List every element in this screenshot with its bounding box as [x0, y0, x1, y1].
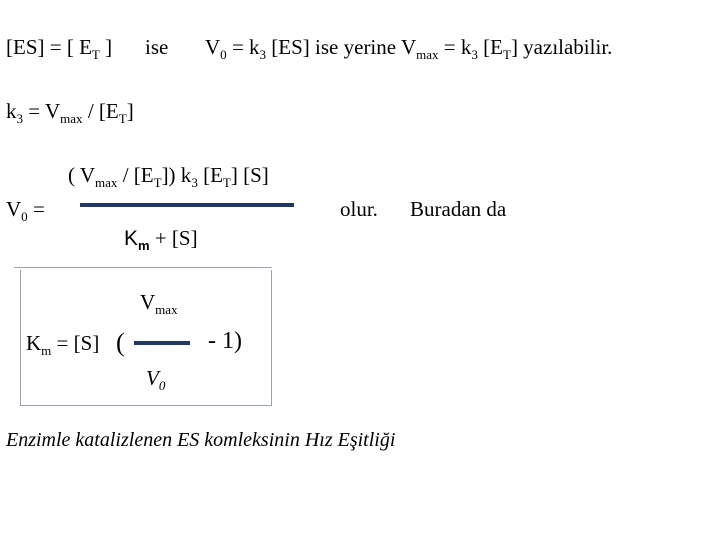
- num-close-k: ]) k: [161, 163, 192, 187]
- km-lhs: [26, 331, 100, 358]
- den-k: K: [124, 227, 139, 250]
- km-k: K: [26, 331, 42, 355]
- es-expression: [6, 35, 113, 62]
- lhs-zero-subscript: 0: [21, 208, 28, 224]
- lhs-eq: =: [27, 197, 45, 221]
- minus-one: - 1): [208, 328, 242, 354]
- eq-vmax: = V: [23, 99, 61, 123]
- k3-subscript: 3: [259, 46, 267, 62]
- ise-word: [145, 37, 168, 58]
- olur-word: [340, 199, 378, 220]
- lhs-v: V: [6, 197, 22, 221]
- km-v0: [146, 366, 166, 393]
- t-subscript-b: T: [502, 46, 511, 62]
- close-bracket: ]: [126, 99, 134, 123]
- open-paren: (: [116, 328, 125, 357]
- max-subscript: max: [60, 110, 83, 126]
- equation-denominator: [124, 226, 198, 253]
- es-ise-yerine: [ES] ise yerine V: [266, 35, 417, 59]
- num-t-subscript: T: [153, 174, 162, 190]
- caption-text: Enzimle katalizlenen ES komleksinin Hız Eşitliği: [6, 429, 396, 451]
- num-t-subscript-b: T: [222, 174, 231, 190]
- k3-subscript-b: 3: [471, 46, 478, 62]
- num-over-e: / [E: [117, 163, 154, 187]
- v0-statement: [205, 35, 613, 62]
- num-tail: ] [S]: [230, 163, 269, 187]
- es-left: [ES] = [ E: [6, 35, 92, 59]
- t-subscript: T: [91, 46, 100, 62]
- vmax-v: V: [140, 290, 156, 314]
- caption: [6, 430, 395, 450]
- frame-top-line: [14, 267, 272, 268]
- km-minus-one: [208, 329, 242, 353]
- num-max-subscript: max: [95, 174, 118, 190]
- over-e: / [E: [82, 99, 119, 123]
- den-m-subscript: m: [138, 237, 150, 253]
- eq-k: = k: [226, 35, 260, 59]
- ise-label: ise: [145, 35, 169, 59]
- v0-v: V: [146, 366, 159, 390]
- olur-label: olur.: [340, 197, 378, 221]
- km-open-paren: [116, 330, 125, 356]
- zero-subscript: 0: [220, 46, 227, 62]
- fraction-bar-main: [80, 203, 294, 207]
- k3-subscript: 3: [16, 110, 24, 126]
- num-e: [E: [197, 163, 223, 187]
- vmax-subscript: max: [155, 301, 178, 317]
- buradan-label: Buradan da: [410, 197, 507, 221]
- bracket-e: [E: [477, 35, 503, 59]
- yazilabilir-tail: ] yazılabilir.: [510, 35, 613, 59]
- k3-statement: [6, 99, 134, 126]
- es-right: ]: [99, 35, 113, 59]
- intro-statement: [6, 35, 113, 62]
- max-subscript: max: [416, 46, 439, 62]
- num-k3-subscript: 3: [191, 174, 198, 190]
- k-symbol: k: [6, 99, 17, 123]
- t-subscript: T: [118, 110, 127, 126]
- den-plus-s: + [S]: [149, 226, 198, 250]
- km-vmax: [140, 290, 178, 317]
- fraction-bar-km: [134, 341, 190, 345]
- eq-k2: = k: [438, 35, 472, 59]
- km-eq-s: = [S]: [51, 331, 100, 355]
- v0-subscript: 0: [158, 377, 166, 393]
- km-m-subscript: m: [41, 342, 52, 358]
- v-symbol: V: [205, 35, 221, 59]
- equation-lhs: [6, 197, 45, 224]
- num-open-vmax: ( V: [68, 163, 96, 187]
- equation-numerator: [68, 163, 269, 190]
- buradan-phrase: [410, 199, 506, 220]
